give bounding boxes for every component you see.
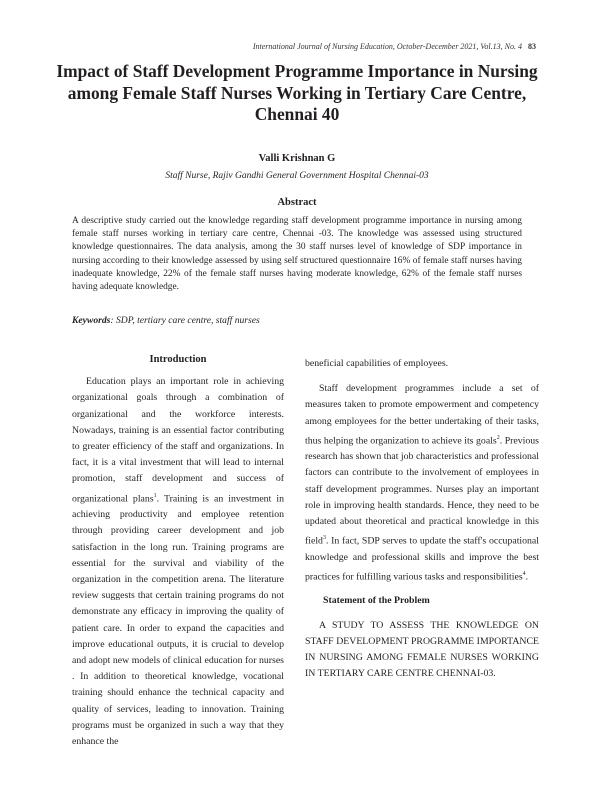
page-number: 83 — [528, 42, 536, 51]
problem-statement: A STUDY TO ASSESS THE KNOWLEDGE ON STAFF DEVELOPMENT PROGRAMME IMPORTANCE IN NURSING AMONG FEMALE NURSES WORKING IN TERTIARY CARE CENTRE CHENNAI-03. — [305, 619, 539, 680]
article-title: Impact of Staff Development Programme Importance in Nursing among Female Staff Nurses Working in Tertiary Care Centre, Chennai 40 — [56, 61, 538, 124]
introduction-paragraph-1 — [72, 374, 284, 750]
intro-p2-text-d: . — [525, 571, 529, 583]
intro-p1-text-b: . Training is an investment in achieving productivity and employee retention through providing career development and job satisfaction in the long run. Training programs are essential for the survival and viability of the organization in the competition arena. The literature review suggests that certain training programs do not demonstrate any efficacy in improving the quality of patient care. In order to expand the capacities and improve educational outputs, it is crucial to develop and adopt new models of clinical education for nurses . In addition to theoretical knowledge, vocational training should enhance the technical capacity and quality of services, leading to innovation. Training programs must be organized in such a way that they enhance the — [72, 492, 284, 747]
citation-ref: 4 — [522, 570, 526, 577]
citation-ref: 1 — [153, 492, 157, 499]
introduction-heading: Introduction — [149, 354, 207, 365]
intro-p2-text-c: . In fact, SDP serves to update the staff's occupational knowledge and professional skills and improve the best practices for fulfilling various tasks and responsibilities — [305, 535, 539, 583]
citation-ref: 2 — [496, 434, 500, 441]
intro-p1-text-a: Education plays an important role in achieving organizational goals through a combination of organizational and the workforce interests. Nowadays, training is an essential factor contributing to greater efficiency of the staff and organizations. In fact, it is a vital investment that will lead to internal promotion, staff development and success of organizational plans — [72, 376, 284, 504]
author-name: Valli Krishnan G — [258, 153, 336, 164]
author-affiliation: Staff Nurse, Rajiv Gandhi General Government Hospital Chennai-03 — [165, 171, 429, 181]
right-column — [305, 356, 539, 682]
intro-p2-text-a: Staff development programmes include a set of measures taken to promote empowerment and competency among employees for the better undertaking of their tasks, thus helping the organization to achieve its goals — [305, 383, 539, 447]
keywords-label: Keywords — [72, 315, 111, 326]
abstract-heading: Abstract — [277, 197, 317, 208]
abstract-text: A descriptive study carried out the knowledge regarding staff development programme importance in nursing among female staff nurses working in tertiary care centre, Chennai -03. The knowledge was assessed using structured knowledge questionnaires. The data analysis, among the 30 staff nurses level of knowledge of SDP importance in nursing according to their knowledge assessed by using self structured questionnaire 16% of female staff nurses having inadequate knowledge, 22% of the female staff nurses having moderate knowledge, 62% of the female staff nurses having adequate knowledge. — [72, 216, 522, 293]
introduction-paragraph-2 — [305, 381, 539, 585]
intro-p2-text-b: . Previous research has shown that job characteristics and professional factors can contribute to the involvement of employees in staff development programmes. Nurses play an important role in improving health standards. Hence, they need to be updated about theoretical and practical knowledge in this field — [305, 435, 539, 547]
introduction-continued: beneficial capabilities of employees. — [305, 358, 449, 369]
problem-heading: Statement of the Problem — [323, 595, 430, 607]
keywords — [72, 315, 522, 326]
citation-ref: 3 — [322, 535, 326, 542]
keywords-text: : SDP, tertiary care centre, staff nurses — [110, 315, 260, 326]
journal-citation: International Journal of Nursing Education, October-December 2021, Vol.13, No. 4 — [252, 42, 522, 51]
left-column — [72, 352, 284, 750]
running-head — [253, 42, 536, 51]
